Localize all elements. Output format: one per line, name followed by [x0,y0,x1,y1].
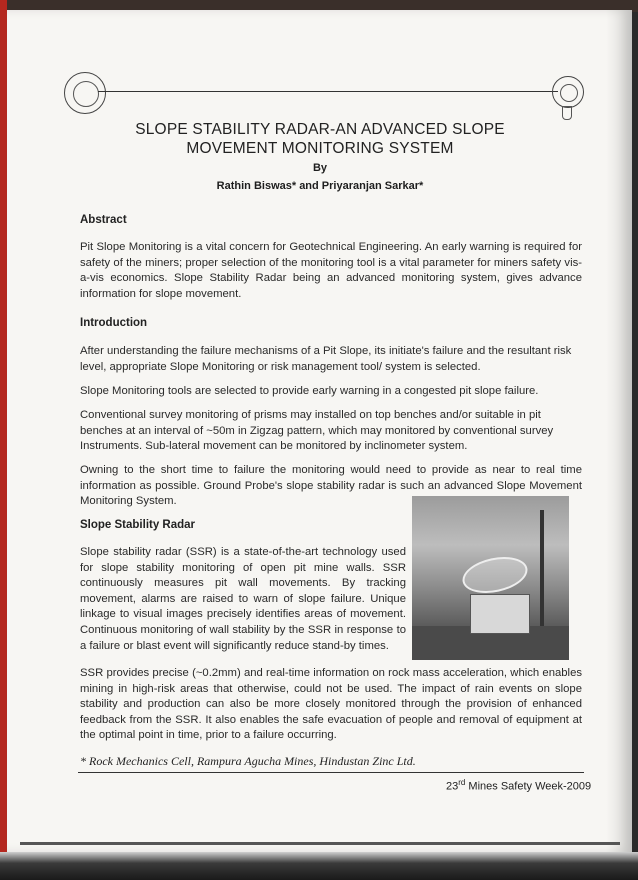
footer-rule [78,772,584,773]
footer-number: 23 [446,780,459,793]
author-affiliation-footnote: * Rock Mechanics Cell, Rampura Agucha Mines, Hindustan Zinc Ltd. [80,754,416,768]
scan-bottom-line [20,842,620,845]
abstract-heading: Abstract [80,214,127,226]
ssr-paragraph: SSR provides precise (~0.2mm) and real-time information on rock mass acceleration, which enables mining in high-risk areas that otherwise, could not be used. The impact of rain events on slope stability and production can also be more closely monitored through the provision of enhanced feedback from the SSR. It also enables the safe evacuation of people and removal of equipment at the optimal point in time, prior to a failure occurring. [80,667,582,742]
ssr-heading: Slope Stability Radar [80,519,196,531]
radar-unit [470,594,530,634]
ssr-paragraph: Slope stability radar (SSR) is a state-of-the-art technology used for slope stability monitoring of open pit mine walls. SSR continuously measures pit wall movements. By tracking movement, alarms are raised to warn of slope failure. Unique linkage to visual images precisely identifies areas of movement. Continuous monitoring of wall stability by the SSR in response to a failure or blast event will significantly reduce stand-by times. [80,546,406,652]
radar-dish [459,552,531,599]
radar-photo [412,496,569,660]
authors: Rathin Biswas* and Priyaranjan Sarkar* [216,180,424,192]
page-shadow [606,10,632,852]
page-footer [446,778,591,793]
paper-title [100,120,540,158]
scan-bottom-edge [0,852,638,880]
seal-emblem-icon [64,72,106,114]
intro-paragraph: After understanding the failure mechanisms of a Pit Slope, its initiate's failure and the resultant risk level, appropriate Slope Monitoring or risk management tool/ system is selected. [80,345,572,373]
footer-suffix: rd [458,778,466,787]
intro-paragraph: Owning to the short time to failure the monitoring would need to provide as near to real time information as possible. Ground Probe's slope stability radar is such an advanced Slope Movement Monitoring System. [80,464,582,508]
footer-text: Mines Safety Week-2009 [465,780,592,793]
introduction-heading: Introduction [80,317,148,329]
seal-emblem-icon [552,76,584,108]
seal-emblem-icon [562,106,572,120]
title-line: MOVEMENT MONITORING SYSTEM [186,140,454,157]
scan-left-edge [0,0,7,880]
intro-paragraph: Conventional survey monitoring of prisms may installed on top benches and/or suitable in pit benches at an interval of ~50m in Zigzag pattern, which may monitored by conventional survey Instruments. Sub-lateral movement can be monitored by inclinometer system. [80,409,554,453]
byline-label: By [312,162,328,174]
abstract-text: Pit Slope Monitoring is a vital concern for Geotechnical Engineering. An early warning is required for safety of the miners; proper selection of the monitoring tool is a vital parameter for miners safety vis-a-vis economics. Slope Stability Radar being an advanced monitoring system, gives advance information for slope movement. [80,241,582,300]
intro-paragraph: Slope Monitoring tools are selected to provide early warning in a congested pit slope failure. [80,385,539,397]
title-line: SLOPE STABILITY RADAR-AN ADVANCED SLOPE [135,121,505,138]
header-rule [98,91,558,92]
